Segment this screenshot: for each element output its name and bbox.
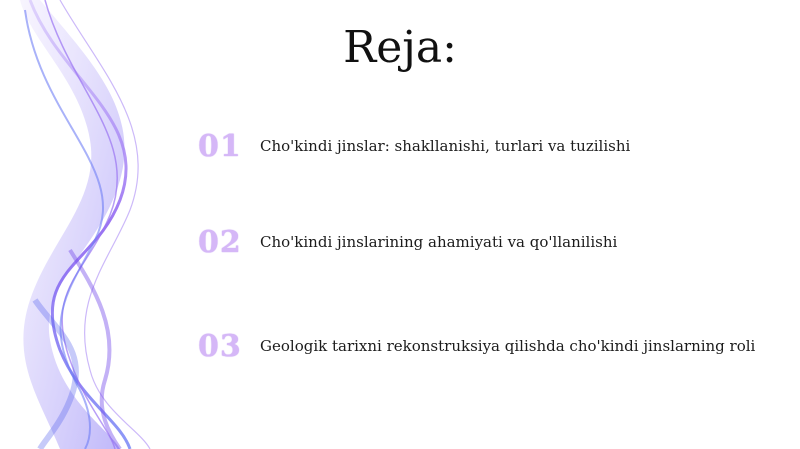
agenda-item-3: [198, 326, 755, 366]
agenda-item-2: [198, 222, 617, 262]
slide-title: Reja:: [343, 22, 457, 73]
item-number: 03: [198, 328, 242, 364]
item-text: Cho'kindi jinslar: shakllanishi, turlari va tuzilishi: [260, 137, 631, 155]
agenda-item-1: [198, 126, 630, 166]
item-text: Geologik tarixni rekonstruksiya qilishda cho'kindi jinslarning roli: [260, 337, 756, 355]
item-number: 01: [198, 128, 242, 164]
decorative-ribbon: [0, 0, 200, 449]
item-number: 02: [198, 224, 242, 260]
item-text: Cho'kindi jinslarining ahamiyati va qo'llanilishi: [260, 233, 618, 251]
